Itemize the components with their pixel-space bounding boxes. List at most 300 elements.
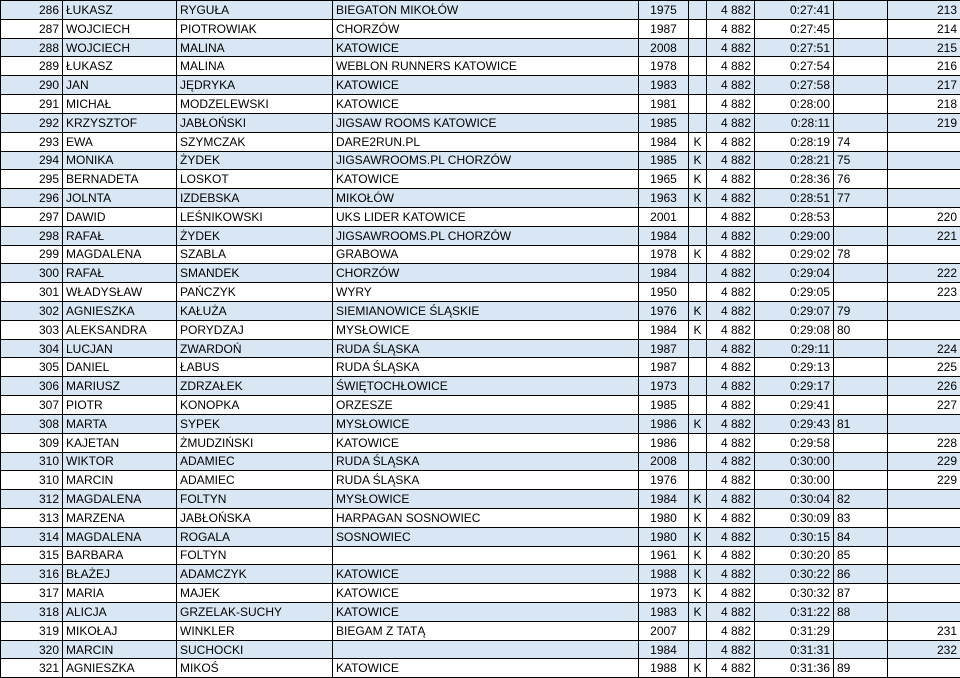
cell-male-position: 231 [888,621,960,640]
cell-club: KATOWICE [333,659,639,678]
cell-position: 295 [1,170,63,189]
cell-club: BIEGAM Z TATĄ [333,621,639,640]
cell-last-name: ADAMCZYK [177,565,333,584]
cell-position: 316 [1,565,63,584]
cell-position: 293 [1,132,63,151]
table-row [1,76,960,95]
table-row [1,170,960,189]
cell-male-position [888,659,960,678]
cell-last-name: SZABLA [177,245,333,264]
cell-distance: 4 882 [707,396,755,415]
cell-position: 315 [1,546,63,565]
cell-position: 308 [1,414,63,433]
cell-time: 0:28:21 [755,151,834,170]
cell-male-position: 221 [888,226,960,245]
cell-female-position: 82 [834,490,888,509]
cell-gender-flag [689,264,707,283]
cell-time: 0:28:36 [755,170,834,189]
table-row [1,471,960,490]
cell-time: 0:27:54 [755,57,834,76]
table-row [1,151,960,170]
cell-position: 314 [1,527,63,546]
cell-last-name: ADAMIEC [177,471,333,490]
cell-position: 300 [1,264,63,283]
cell-club: DARE2RUN.PL [333,132,639,151]
cell-position: 320 [1,640,63,659]
cell-birth-year: 1987 [639,19,689,38]
cell-birth-year: 1986 [639,433,689,452]
cell-gender-flag [689,38,707,57]
cell-distance: 4 882 [707,189,755,208]
cell-time: 0:28:19 [755,132,834,151]
cell-male-position [888,527,960,546]
cell-birth-year: 1963 [639,189,689,208]
cell-first-name: MICHAŁ [63,95,177,114]
cell-male-position: 220 [888,207,960,226]
cell-female-position [834,57,888,76]
cell-birth-year: 2007 [639,621,689,640]
cell-position: 292 [1,113,63,132]
table-row [1,245,960,264]
cell-club [333,640,639,659]
cell-birth-year: 1985 [639,151,689,170]
table-row [1,207,960,226]
cell-male-position: 215 [888,38,960,57]
cell-time: 0:30:00 [755,452,834,471]
cell-first-name: AGNIESZKA [63,659,177,678]
cell-gender-flag: K [689,584,707,603]
cell-last-name: SMANDEK [177,264,333,283]
cell-time: 0:31:31 [755,640,834,659]
cell-gender-flag [689,76,707,95]
cell-time: 0:30:04 [755,490,834,509]
cell-female-position: 86 [834,565,888,584]
cell-club: HARPAGAN SOSNOWIEC [333,508,639,527]
table-row [1,320,960,339]
table-row [1,339,960,358]
cell-first-name: KRZYSZTOF [63,113,177,132]
cell-female-position [834,283,888,302]
cell-position: 288 [1,38,63,57]
cell-first-name: ALEKSANDRA [63,320,177,339]
cell-gender-flag: K [689,151,707,170]
cell-distance: 4 882 [707,339,755,358]
cell-distance: 4 882 [707,640,755,659]
cell-position: 309 [1,433,63,452]
cell-female-position [834,76,888,95]
cell-club: WEBLON RUNNERS KATOWICE [333,57,639,76]
cell-last-name: KONOPKA [177,396,333,415]
cell-distance: 4 882 [707,358,755,377]
cell-last-name: RYGUŁA [177,1,333,20]
cell-male-position [888,302,960,321]
cell-gender-flag: K [689,490,707,509]
cell-gender-flag [689,283,707,302]
cell-club: UKS LIDER KATOWICE [333,207,639,226]
cell-female-position [834,433,888,452]
cell-first-name: BŁAŻEJ [63,565,177,584]
cell-position: 302 [1,302,63,321]
cell-male-position: 219 [888,113,960,132]
cell-first-name: WOJCIECH [63,38,177,57]
cell-gender-flag [689,377,707,396]
cell-birth-year: 1976 [639,302,689,321]
table-row [1,226,960,245]
cell-gender-flag [689,433,707,452]
cell-distance: 4 882 [707,433,755,452]
cell-last-name: PIOTROWIAK [177,19,333,38]
cell-last-name: MODZELEWSKI [177,95,333,114]
cell-last-name: ZDRZAŁEK [177,377,333,396]
cell-birth-year: 1973 [639,377,689,396]
cell-time: 0:30:09 [755,508,834,527]
cell-distance: 4 882 [707,76,755,95]
cell-female-position: 89 [834,659,888,678]
table-row [1,603,960,622]
cell-last-name: JABŁOŃSKI [177,113,333,132]
cell-first-name: MIKOŁAJ [63,621,177,640]
cell-club: JIGSAWROOMS.PL CHORZÓW [333,151,639,170]
cell-last-name: ŻMUDZIŃSKI [177,433,333,452]
cell-gender-flag [689,640,707,659]
cell-last-name: JABŁOŃSKA [177,508,333,527]
cell-first-name: JOLNTA [63,189,177,208]
cell-first-name: BERNADETA [63,170,177,189]
cell-time: 0:31:22 [755,603,834,622]
table-row [1,396,960,415]
cell-male-position [888,132,960,151]
cell-male-position [888,603,960,622]
cell-position: 289 [1,57,63,76]
cell-female-position [834,226,888,245]
cell-last-name: JĘDRYKA [177,76,333,95]
cell-last-name: GRZELAK-SUCHY [177,603,333,622]
cell-club: KATOWICE [333,95,639,114]
cell-time: 0:30:20 [755,546,834,565]
table-row [1,283,960,302]
cell-gender-flag [689,207,707,226]
cell-gender-flag [689,95,707,114]
cell-distance: 4 882 [707,377,755,396]
cell-last-name: SUCHOCKI [177,640,333,659]
cell-gender-flag: K [689,565,707,584]
cell-birth-year: 1987 [639,358,689,377]
cell-time: 0:30:32 [755,584,834,603]
cell-male-position [888,414,960,433]
cell-gender-flag: K [689,170,707,189]
cell-male-position [888,245,960,264]
cell-male-position [888,151,960,170]
cell-club: JIGSAWROOMS.PL CHORZÓW [333,226,639,245]
cell-first-name: MARIA [63,584,177,603]
cell-first-name: MARZENA [63,508,177,527]
cell-first-name: MARIUSZ [63,377,177,396]
cell-time: 0:29:02 [755,245,834,264]
cell-club: WYRY [333,283,639,302]
cell-first-name: WOJCIECH [63,19,177,38]
cell-position: 296 [1,189,63,208]
table-row [1,490,960,509]
cell-distance: 4 882 [707,546,755,565]
cell-distance: 4 882 [707,57,755,76]
cell-club: SOSNOWIEC [333,527,639,546]
cell-gender-flag: K [689,132,707,151]
cell-last-name: LEŚNIKOWSKI [177,207,333,226]
cell-time: 0:31:29 [755,621,834,640]
cell-club: KATOWICE [333,565,639,584]
cell-birth-year: 1983 [639,76,689,95]
cell-female-position [834,264,888,283]
cell-birth-year: 2008 [639,452,689,471]
cell-position: 313 [1,508,63,527]
cell-female-position [834,377,888,396]
cell-distance: 4 882 [707,621,755,640]
cell-male-position [888,508,960,527]
cell-time: 0:29:00 [755,226,834,245]
cell-distance: 4 882 [707,226,755,245]
cell-club: ŚWIĘTOCHŁOWICE [333,377,639,396]
cell-male-position [888,490,960,509]
table-row [1,621,960,640]
cell-time: 0:29:07 [755,302,834,321]
cell-first-name: ŁUKASZ [63,1,177,20]
cell-club: RUDA ŚLĄSKA [333,452,639,471]
table-row [1,527,960,546]
cell-gender-flag: K [689,527,707,546]
cell-time: 0:27:58 [755,76,834,95]
cell-gender-flag [689,621,707,640]
cell-position: 297 [1,207,63,226]
cell-first-name: DANIEL [63,358,177,377]
cell-birth-year: 1975 [639,1,689,20]
cell-club: KATOWICE [333,76,639,95]
cell-last-name: ZWARDOŃ [177,339,333,358]
cell-position: 298 [1,226,63,245]
cell-birth-year: 1988 [639,565,689,584]
cell-female-position: 83 [834,508,888,527]
cell-club: MYSŁOWICE [333,490,639,509]
table-row [1,659,960,678]
cell-male-position [888,320,960,339]
cell-female-position [834,396,888,415]
cell-position: 286 [1,1,63,20]
cell-female-position: 76 [834,170,888,189]
cell-distance: 4 882 [707,302,755,321]
table-row [1,302,960,321]
cell-gender-flag [689,396,707,415]
cell-birth-year: 1984 [639,132,689,151]
table-row [1,433,960,452]
cell-distance: 4 882 [707,565,755,584]
cell-position: 312 [1,490,63,509]
table-row [1,38,960,57]
cell-time: 0:29:04 [755,264,834,283]
cell-gender-flag [689,452,707,471]
cell-club: ORZESZE [333,396,639,415]
cell-position: 303 [1,320,63,339]
cell-male-position [888,565,960,584]
cell-female-position: 84 [834,527,888,546]
cell-female-position [834,471,888,490]
cell-female-position [834,621,888,640]
cell-female-position: 75 [834,151,888,170]
cell-position: 290 [1,76,63,95]
cell-birth-year: 1984 [639,264,689,283]
cell-female-position [834,113,888,132]
cell-distance: 4 882 [707,151,755,170]
cell-last-name: MIKOŚ [177,659,333,678]
table-row [1,414,960,433]
cell-birth-year: 1980 [639,508,689,527]
cell-male-position: 216 [888,57,960,76]
cell-position: 318 [1,603,63,622]
cell-distance: 4 882 [707,245,755,264]
table-row [1,565,960,584]
cell-time: 0:29:13 [755,358,834,377]
cell-last-name: ŻYDEK [177,226,333,245]
cell-birth-year: 1984 [639,490,689,509]
cell-first-name: PIOTR [63,396,177,415]
cell-club: KATOWICE [333,603,639,622]
cell-position: 310 [1,452,63,471]
cell-club: MIKOŁÓW [333,189,639,208]
cell-last-name: FOLTYN [177,490,333,509]
cell-birth-year: 1985 [639,396,689,415]
cell-birth-year: 1950 [639,283,689,302]
cell-distance: 4 882 [707,490,755,509]
cell-gender-flag [689,113,707,132]
cell-female-position: 78 [834,245,888,264]
cell-female-position [834,640,888,659]
cell-club: RUDA ŚLĄSKA [333,358,639,377]
cell-time: 0:29:11 [755,339,834,358]
table-row [1,19,960,38]
cell-club: GRABOWA [333,245,639,264]
cell-male-position: 226 [888,377,960,396]
cell-female-position: 81 [834,414,888,433]
cell-birth-year: 1988 [639,659,689,678]
table-row [1,640,960,659]
cell-birth-year: 2001 [639,207,689,226]
cell-first-name: RAFAŁ [63,264,177,283]
cell-male-position: 227 [888,396,960,415]
cell-position: 310 [1,471,63,490]
cell-birth-year: 1976 [639,471,689,490]
cell-birth-year: 1961 [639,546,689,565]
cell-last-name: WINKLER [177,621,333,640]
cell-first-name: MARCIN [63,471,177,490]
cell-last-name: MALINA [177,57,333,76]
table-row [1,452,960,471]
table-row [1,377,960,396]
cell-first-name: BARBARA [63,546,177,565]
cell-first-name: KAJETAN [63,433,177,452]
cell-birth-year: 1973 [639,584,689,603]
cell-distance: 4 882 [707,584,755,603]
cell-time: 0:28:51 [755,189,834,208]
cell-last-name: MALINA [177,38,333,57]
cell-last-name: LOSKOT [177,170,333,189]
cell-last-name: SYPEK [177,414,333,433]
cell-first-name: MARCIN [63,640,177,659]
cell-first-name: MAGDALENA [63,527,177,546]
cell-position: 307 [1,396,63,415]
cell-gender-flag: K [689,546,707,565]
table-row [1,113,960,132]
table-row [1,189,960,208]
cell-birth-year: 1984 [639,640,689,659]
cell-female-position [834,452,888,471]
cell-time: 0:29:41 [755,396,834,415]
cell-first-name: LUCJAN [63,339,177,358]
cell-female-position: 80 [834,320,888,339]
cell-distance: 4 882 [707,471,755,490]
cell-last-name: PORYDZAJ [177,320,333,339]
cell-male-position: 222 [888,264,960,283]
cell-male-position: 223 [888,283,960,302]
cell-last-name: ŻYDEK [177,151,333,170]
cell-time: 0:29:05 [755,283,834,302]
cell-time: 0:29:08 [755,320,834,339]
cell-first-name: EWA [63,132,177,151]
cell-birth-year: 1984 [639,320,689,339]
cell-time: 0:31:36 [755,659,834,678]
cell-female-position: 79 [834,302,888,321]
results-body [1,1,960,678]
cell-male-position [888,170,960,189]
cell-club: CHORZÓW [333,264,639,283]
cell-time: 0:29:43 [755,414,834,433]
cell-male-position: 228 [888,433,960,452]
cell-birth-year: 1986 [639,414,689,433]
cell-time: 0:30:22 [755,565,834,584]
cell-first-name: JAN [63,76,177,95]
cell-gender-flag [689,358,707,377]
cell-male-position: 213 [888,1,960,20]
cell-male-position: 214 [888,19,960,38]
table-row [1,95,960,114]
cell-first-name: WŁADYSŁAW [63,283,177,302]
cell-club: RUDA ŚLĄSKA [333,471,639,490]
cell-club: KATOWICE [333,584,639,603]
table-row [1,1,960,20]
cell-last-name: ROGALA [177,527,333,546]
cell-position: 301 [1,283,63,302]
cell-female-position [834,38,888,57]
cell-position: 299 [1,245,63,264]
cell-last-name: MAJEK [177,584,333,603]
cell-birth-year: 1983 [639,603,689,622]
cell-gender-flag: K [689,603,707,622]
cell-female-position [834,95,888,114]
cell-female-position: 87 [834,584,888,603]
cell-birth-year: 1987 [639,339,689,358]
table-row [1,264,960,283]
cell-gender-flag [689,57,707,76]
table-row [1,57,960,76]
cell-last-name: SZYMCZAK [177,132,333,151]
cell-male-position: 229 [888,452,960,471]
cell-distance: 4 882 [707,19,755,38]
cell-male-position: 225 [888,358,960,377]
cell-club: KATOWICE [333,433,639,452]
cell-male-position [888,546,960,565]
cell-club: KATOWICE [333,38,639,57]
cell-female-position: 74 [834,132,888,151]
cell-time: 0:27:41 [755,1,834,20]
table-row [1,508,960,527]
cell-birth-year: 2008 [639,38,689,57]
